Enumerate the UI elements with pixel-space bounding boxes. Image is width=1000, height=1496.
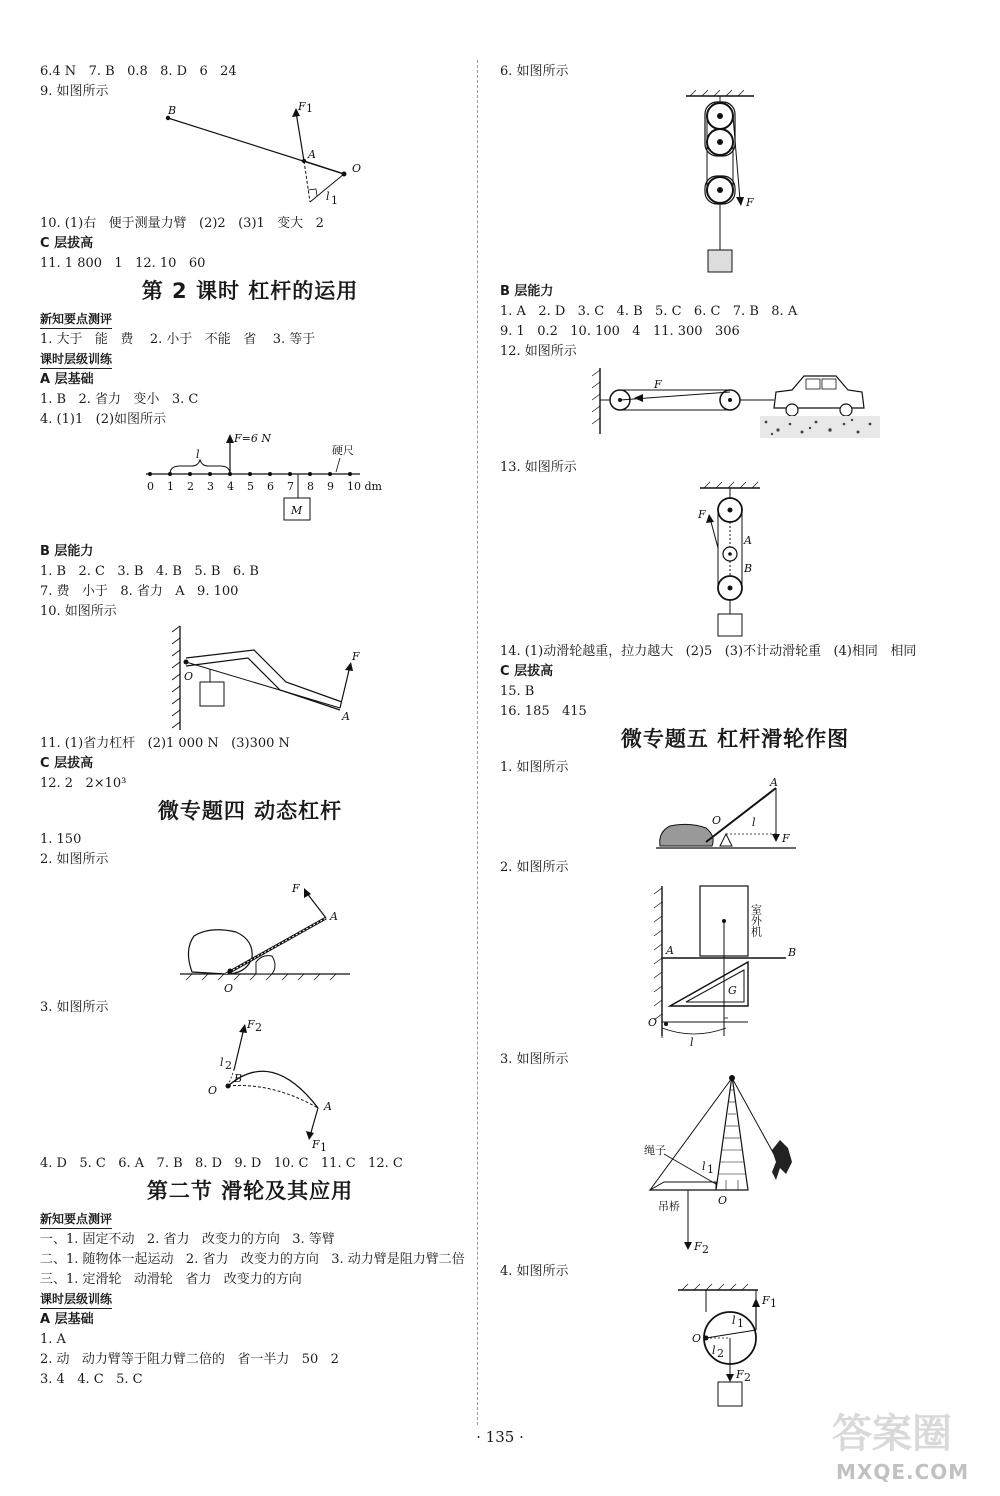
ruler-tick	[148, 472, 152, 476]
answer-line: 1. 大于 能 费 2. 小于 不能 省 3. 等于	[40, 332, 316, 347]
answer-line: 2. 动 动力臂等于阻力臂二倍的 省一半力 50 2	[40, 1352, 339, 1367]
left-column	[40, 62, 465, 1390]
subsection-tag: 课时层级训练	[40, 350, 112, 369]
label-l: l	[196, 448, 200, 461]
ruler-tick-label: 4	[227, 480, 234, 493]
label-F1: F	[762, 1294, 770, 1307]
label-A: A	[666, 944, 674, 957]
label-B: B	[168, 104, 177, 117]
level-heading: C 层拔高	[500, 664, 554, 679]
ruler-tick-label: 9	[327, 480, 334, 493]
subsection-tag: 新知要点测评	[40, 1210, 112, 1229]
label-F: F	[698, 508, 706, 521]
lever-figure-10	[40, 622, 460, 734]
pulley-block-figure	[500, 82, 970, 282]
label-F2: F	[247, 1018, 255, 1031]
ruler-tick	[348, 472, 352, 476]
label-l1: l	[326, 190, 330, 203]
section-heading: 微专题四 动态杠杆	[157, 799, 343, 823]
answer-line: 4. D 5. C 6. A 7. B 8. D 9. D 10. C 11. C 12. C	[40, 1156, 403, 1171]
label-force: F=6 N	[234, 432, 271, 445]
level-heading: B 层能力	[40, 544, 94, 559]
level-heading: A 层基础	[40, 1312, 94, 1327]
column-divider	[477, 60, 478, 1425]
label-ruler: 硬尺	[332, 444, 354, 457]
level-heading: A 层基础	[40, 372, 94, 387]
answer-line: 4. 如图所示	[500, 1264, 569, 1279]
label-G: G	[728, 984, 737, 997]
label-l: l	[690, 1036, 694, 1049]
ruler-tick	[268, 472, 272, 476]
label-sub: 2	[744, 1371, 751, 1384]
label-A: A	[770, 778, 778, 789]
label-B: B	[788, 946, 797, 959]
ruler-tick-label: 7	[287, 480, 294, 493]
answer-line: 三、1. 定滑轮 动滑轮 省力 改变力的方向	[40, 1272, 302, 1287]
ruler-tick-label: 1	[167, 480, 174, 493]
label-sub: 2	[255, 1021, 262, 1034]
label-F: F	[292, 882, 300, 895]
answer-line: 2. 如图所示	[500, 860, 569, 875]
answer-line: 10. 如图所示	[40, 604, 117, 619]
answer-line: 6.4 N 7. B 0.8 8. D 6 24	[40, 64, 237, 79]
section-heading: 第二节 滑轮及其应用	[146, 1179, 354, 1203]
ruler-tick	[208, 472, 212, 476]
crowbar-figure	[40, 870, 460, 998]
ruler-tick	[248, 472, 252, 476]
label-O: O	[208, 1084, 218, 1097]
label-M: M	[291, 504, 303, 517]
label-rope: 绳子	[644, 1144, 666, 1157]
answer-line: 7. 费 小于 8. 省力 A 9. 100	[40, 584, 239, 599]
answer-line: 3. 如图所示	[40, 1000, 109, 1015]
label-A: A	[308, 148, 316, 161]
label-O: O	[224, 982, 234, 995]
label-F: F	[352, 650, 360, 663]
label-l: l	[752, 816, 756, 829]
label-O: O	[712, 814, 722, 827]
ruler-tick	[188, 472, 192, 476]
air-conditioner-figure	[500, 878, 970, 1050]
ruler-tick-label: 0	[147, 480, 154, 493]
watermark-url: MXQE.COM	[836, 1460, 970, 1484]
level-heading: C 层拔高	[40, 756, 94, 771]
answer-line: 1. 150	[40, 832, 82, 847]
answer-line: 13. 如图所示	[500, 460, 577, 475]
ruler-figure	[40, 430, 460, 542]
label-sub: 1	[320, 1141, 327, 1154]
answer-line: 1. A 2. D 3. C 4. B 5. C 6. C 7. B 8. A	[500, 304, 798, 319]
label-sub: 1	[707, 1163, 714, 1176]
label-O: O	[184, 670, 194, 683]
label-O: O	[692, 1332, 702, 1345]
label-B: B	[234, 1072, 243, 1085]
ruler-tick	[288, 472, 292, 476]
answer-line: 1. B 2. 省力 变小 3. C	[40, 392, 199, 407]
label-sub: 1	[331, 194, 338, 207]
answer-line: 2. 如图所示	[40, 852, 109, 867]
label-B: B	[744, 562, 753, 575]
label-l1: l	[732, 1314, 736, 1327]
label-l2: l	[712, 1344, 716, 1357]
answer-line: 3. 如图所示	[500, 1052, 569, 1067]
label-sub: 1	[737, 1317, 744, 1330]
ruler-tick	[308, 472, 312, 476]
pulley-figure-13	[500, 478, 970, 642]
ruler-tick	[328, 472, 332, 476]
level-heading: B 层能力	[500, 284, 554, 299]
lever-figure-9	[40, 102, 460, 214]
rock-lever-figure	[500, 778, 970, 858]
label-l1: l	[702, 1160, 706, 1173]
label-O: O	[718, 1194, 728, 1207]
ruler-tick-label: 6	[267, 480, 274, 493]
label-F1: F	[298, 102, 306, 113]
answer-line: 二、1. 随物体一起运动 2. 省力 改变力的方向 3. 动力臂是阻力臂二倍	[40, 1252, 465, 1267]
answer-line: 9. 如图所示	[40, 84, 109, 99]
label-A: A	[324, 1100, 332, 1113]
label-sub: 2	[225, 1059, 232, 1072]
label-A: A	[330, 910, 338, 923]
right-column	[500, 62, 970, 1422]
answer-line: 12. 如图所示	[500, 344, 577, 359]
label-A: A	[744, 534, 752, 547]
label-sub: 2	[717, 1347, 724, 1360]
answer-line: 9. 1 0.2 10. 100 4 11. 300 306	[500, 324, 740, 339]
drawbridge-figure	[500, 1070, 970, 1262]
pulley-lever-figure	[500, 1282, 970, 1422]
ruler-tick-label: 8	[307, 480, 314, 493]
level-heading: C 层拔高	[40, 236, 94, 251]
label-F2: F	[694, 1240, 702, 1253]
label-O: O	[352, 162, 362, 175]
curved-lever-figure	[40, 1018, 460, 1154]
answer-line: 16. 185 415	[500, 704, 587, 719]
label-F: F	[746, 196, 754, 209]
section-heading: 第 2 课时 杠杆的运用	[141, 279, 359, 303]
ruler-tick-label: 5	[247, 480, 254, 493]
answer-line: 12. 2 2×10³	[40, 776, 127, 791]
label-F: F	[654, 378, 662, 391]
answer-line: 3. 4 4. C 5. C	[40, 1372, 143, 1387]
section-heading: 微专题五 杠杆滑轮作图	[620, 727, 850, 751]
label-unit: 室外机	[749, 904, 763, 937]
label-F1: F	[312, 1138, 320, 1151]
answer-line: 一、1. 固定不动 2. 省力 改变力的方向 3. 等臂	[40, 1232, 335, 1247]
ruler-tick-label: 3	[207, 480, 214, 493]
answer-line: 4. (1)1 (2)如图所示	[40, 412, 167, 427]
watermark-logo: 答案圈	[832, 1411, 952, 1457]
answer-line: 11. 1 800 1 12. 10 60	[40, 256, 206, 271]
subsection-tag: 新知要点测评	[40, 310, 112, 329]
answer-line: 10. (1)右 便于测量力臂 (2)2 (3)1 变大 2	[40, 216, 324, 231]
car-pulley-figure	[500, 362, 970, 458]
label-sub: 2	[702, 1243, 709, 1256]
label-A: A	[342, 710, 350, 723]
answer-line: 1. B 2. C 3. B 4. B 5. B 6. B	[40, 564, 259, 579]
label-sub: 1	[770, 1297, 777, 1310]
page-number: · 135 ·	[476, 1428, 524, 1446]
label-sub: 1	[306, 102, 313, 115]
label-F2: F	[736, 1368, 744, 1381]
subsection-tag: 课时层级训练	[40, 1290, 112, 1309]
label-bridge: 吊桥	[658, 1200, 680, 1213]
answer-line: 1. 如图所示	[500, 760, 569, 775]
label-O: O	[648, 1016, 658, 1029]
label-F: F	[782, 832, 790, 845]
label-l2: l	[220, 1056, 224, 1069]
answer-line: 6. 如图所示	[500, 64, 569, 79]
answer-line: 15. B	[500, 684, 535, 699]
answer-line: 1. A	[40, 1332, 66, 1347]
ruler-tick-label: 10 dm	[347, 480, 382, 493]
ruler-tick-label: 2	[187, 480, 194, 493]
answer-line: 11. (1)省力杠杆 (2)1 000 N (3)300 N	[40, 736, 290, 751]
answer-line: 14. (1)动滑轮越重，拉力越大 (2)5 (3)不计动滑轮重 (4)相同 相同	[500, 644, 917, 659]
